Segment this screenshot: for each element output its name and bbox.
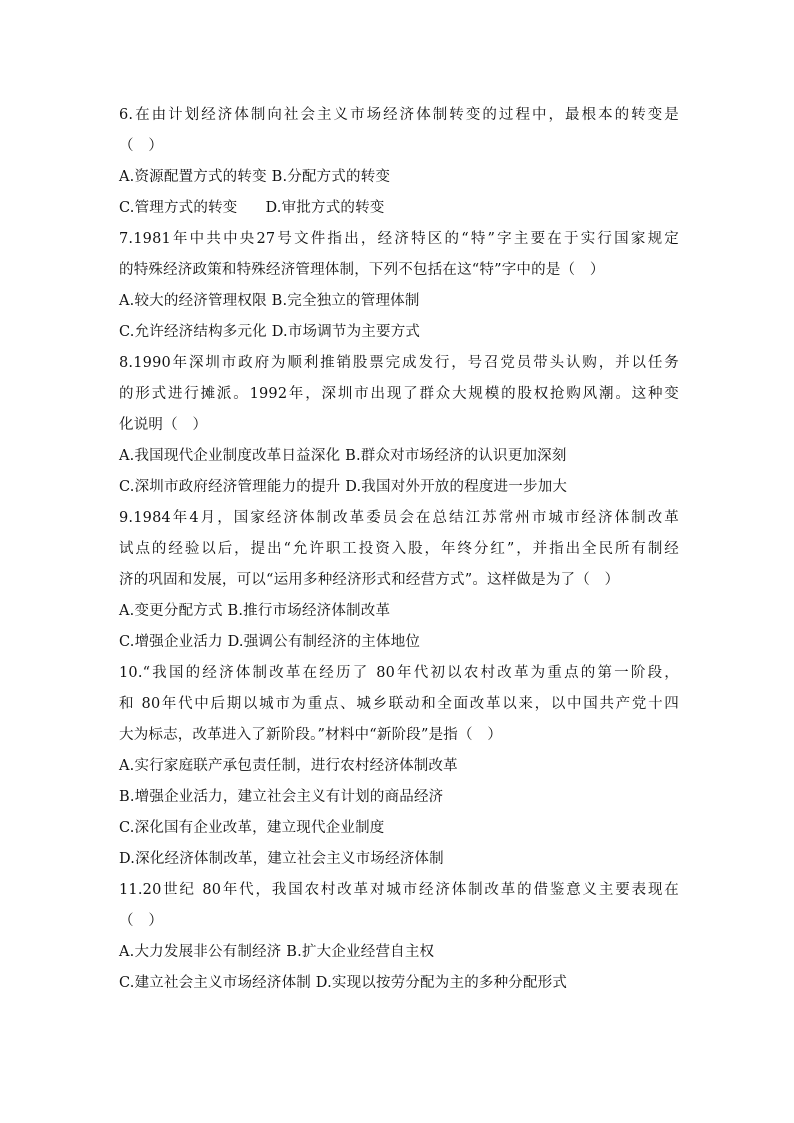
question-11 [119,875,679,999]
question-stem-line: 的特殊经济政策和特殊经济管理体制，下列不包括在这“特”字中的是（ ） [119,262,605,278]
option-line: B.增强企业活力，建立社会主义有计划的商品经济 [119,789,444,805]
question-stem-line: 化说明（ ） [119,417,208,433]
question-9 [119,503,679,658]
question-8 [119,348,679,503]
option-line: A.我国现代企业制度改革日益深化 B.群众对市场经济的认识更加深刻 [119,448,567,464]
question-stem-line: 济的巩固和发展，可以“运用多种经济形式和经营方式”。这样做是为了（ ） [119,572,620,588]
option-line: A.资源配置方式的转变 B.分配方式的转变 [119,169,391,185]
question-stem-line: 6.在由计划经济体制向社会主义市场经济体制转变的过程中，最根本的转变是 [119,107,679,123]
option-line: C.深圳市政府经济管理能力的提升 D.我国对外开放的程度进一步加大 [119,479,568,495]
option-line [119,193,679,224]
question-stem-line: 的形式进行摊派。1992年，深圳市出现了群众大规模的股权抢购风潮。这种变 [119,386,679,402]
question-7 [119,224,679,348]
option-line: D.深化经济体制改革，建立社会主义市场经济体制 [119,851,444,867]
question-stem-line: 8.1990年深圳市政府为顺利推销股票完成发行，号召党员带头认购，并以任务 [119,355,679,371]
question-stem-line: 试点的经验以后，提出“允许职工投资入股，年终分红”，并指出全民所有制经 [119,541,679,557]
question-stem-line: 10.“我国的经济体制改革在经历了 80年代初以农村改革为重点的第一阶段， [119,665,679,681]
question-stem-line: （ ） [119,138,164,154]
option-d: D.审批方式的转变 [265,200,385,216]
option-line: A.较大的经济管理权限 B.完全独立的管理体制 [119,293,420,309]
question-list [119,100,679,999]
option-line: C.允许经济结构多元化 D.市场调节为主要方式 [119,324,421,340]
option-line: C.增强企业活力 D.强调公有制经济的主体地位 [119,634,421,650]
question-stem-line: 11.20世纪 80年代，我国农村改革对城市经济体制改革的借鉴意义主要表现在 [119,882,679,898]
question-stem-line: 大为标志，改革进入了新阶段。”材料中“新阶段”是指（ ） [119,727,503,743]
option-line: A.变更分配方式 B.推行市场经济体制改革 [119,603,391,619]
option-line: A.实行家庭联产承包责任制，进行农村经济体制改革 [119,758,458,774]
question-stem-line: 和 80年代中后期以城市为重点、城乡联动和全面改革以来，以中国共产党十四 [119,696,679,712]
option-line: C.建立社会主义市场经济体制 D.实现以按劳分配为主的多种分配形式 [119,975,568,991]
question-stem-line: 7.1981年中共中央27号文件指出，经济特区的“特”字主要在于实行国家规定 [119,231,679,247]
question-stem-line: （ ） [119,913,164,929]
option-line: C.深化国有企业改革，建立现代企业制度 [119,820,385,836]
option-c: C.管理方式的转变 [119,200,238,216]
question-6 [119,100,679,224]
question-10 [119,658,679,875]
option-line: A.大力发展非公有制经济 B.扩大企业经营自主权 [119,944,435,960]
question-stem-line: 9.1984年4月，国家经济体制改革委员会在总结江苏常州市城市经济体制改革 [119,510,679,526]
